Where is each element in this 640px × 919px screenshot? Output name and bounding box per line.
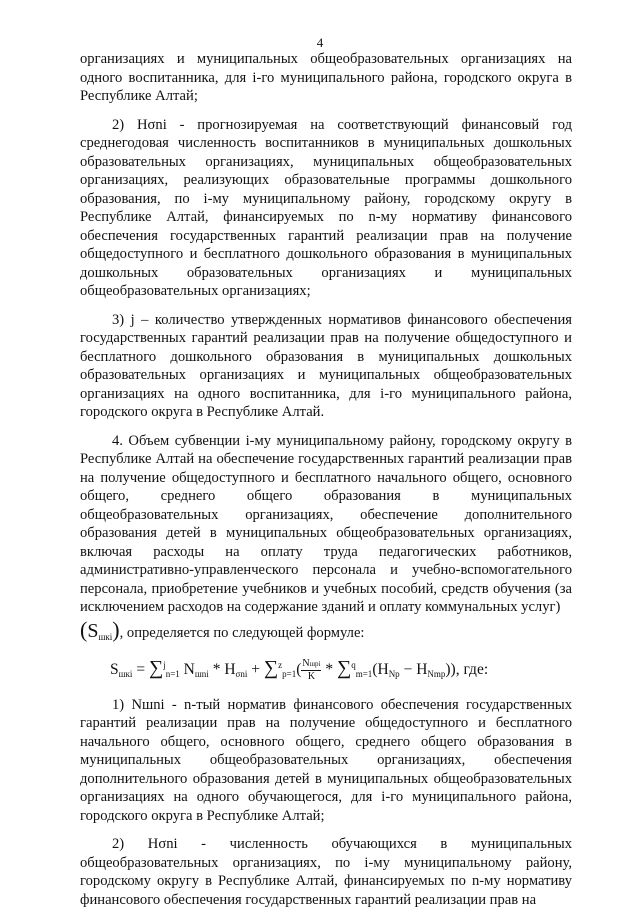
paragraph: 4. Объем субвенции i-му муниципальному району, городскому округу в Республике Алтай на обеспечение государственных гарантий реализации прав на получение общедоступного и бесплатного начального общего, основного общего, среднего общего образования в муниципальных общеобразовательных организациях, обеспечение дополнительного образования детей в муниципальных общеобразовательных организациях, включая расходы на оплату труда педагогических работников, административно-управленческого персонала и учебно-вспомогательного персонала, приобретение учебников и учебных пособий, средств обучения (за исключением расходов на содержание зданий и оплату коммунальных услуг) (80, 432, 572, 615)
paragraph: 2) Hσni - прогнозируемая на соответствующий финансовый год среднегодовая численность воспитанников в муниципальных дошкольных образовательных организациях, муниципальных общеобразовательных организациях, реализующих образовательные программы дошкольного образования, по i-му муниципальному району, городскому округу в Республике Алтай, финансируемых по n-му нормативу финансового обеспечения государственных гарантий реализации прав на получение общедоступного и бесплатного дошкольного образования в муниципальных дошкольных образовательных организациях и муниципальных общеобразовательных организациях; (80, 116, 572, 299)
paragraph: 2) Hσni - численность обучающихся в муниципальных общеобразовательных организациях, по i-му муниципальному району, городскому округу в Республике Алтай, финансируемых по n-му нормативу финансового обеспечения государственных гарантий реализации прав на (80, 836, 572, 908)
subvention-formula: $S_{шкi} = \sum^j_{n=1}$ $N_{шni} * H_{\sigma ni} + \sum^z_{p=1}$( $\frac{\text{Nшpi}}{K}$ * $\sum^q_{m=1}(H_{Np} - H_{Nmp})$), где: (110, 657, 489, 683)
document-body (80, 50, 572, 919)
paragraph: 1) Nшni - n-тый норматив финансового обеспечения государственных гарантий реализации прав на получение общедоступного и бесплатного начального общего, основного общего, среднего общего образования в муниципальных общеобразовательных организациях, обеспечения дополнительного образования детей в муниципальных общеобразовательных организациях на одного обучающегося, для i-го муниципального района, городского округа в Республике Алтай; (80, 696, 572, 824)
page-number: 4 (316, 35, 324, 50)
paragraph: организациях и муниципальных общеобразовательных организациях на одного воспитанника, для i-го муниципального района, городского округа в Республике Алтай; (80, 51, 572, 104)
paragraph: 3) j – количество утвержденных нормативов финансового обеспечения государственных гарантий реализации прав на получение общедоступного и бесплатного дошкольного образования в муниципальных дошкольных образовательных организациях и муниципальных общеобразовательных организациях на одного воспитанника, для i-го муниципального района, городского округа в Республике Алтай. (80, 311, 572, 420)
formula-intro: $(S_{шкi})$, определяется по следующей формуле: (80, 616, 365, 642)
